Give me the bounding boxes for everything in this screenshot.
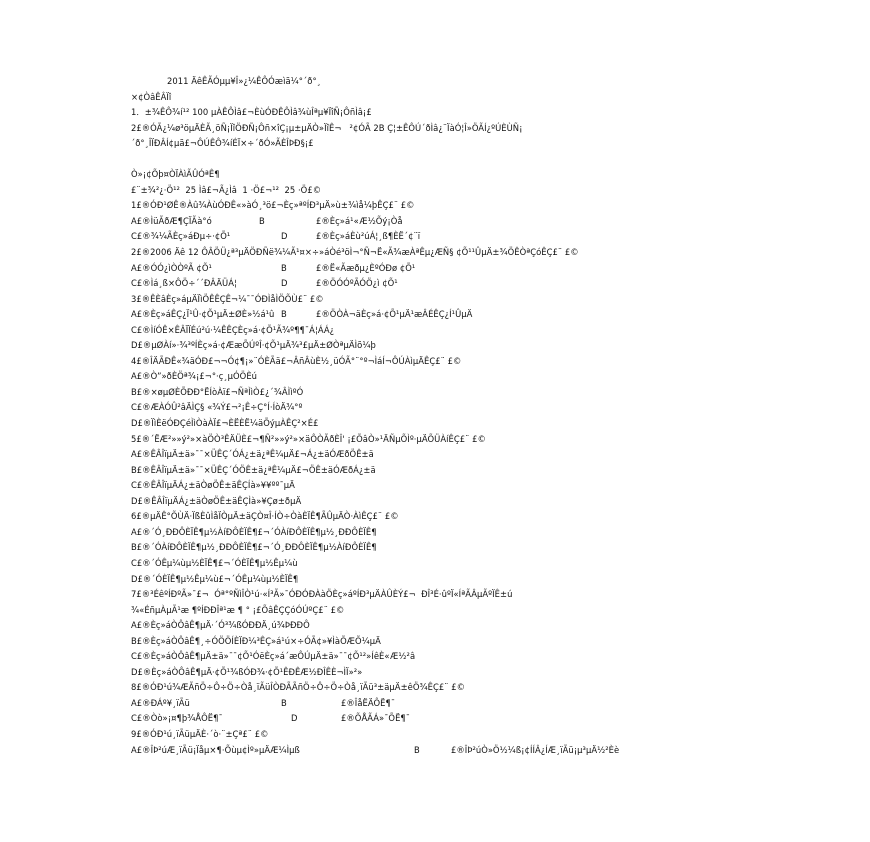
document-line: Ò»¡¢Õþ¤ÒÏÀìÃÛÓªÊ¶ (131, 169, 220, 180)
option-segment: £®Èç»áÈù²úÁ¦¸ß¶ÈË´¢¨ï (316, 231, 421, 242)
document-line (131, 261, 831, 277)
document-line: 6£®µÄÊ°ÕÙÄ·ÏßÈûÌåÏÒµÄ±äÇÒ¤Î·ÍÒ÷ÒàÈÏÊ¶ÃÛµÄÒ·ÀìÊÇ£¨ £© (131, 511, 399, 522)
option-segment: £®ÖÒÀ¬äÈç»á·¢Õ¹µÄ¹æÂÉÊÇ¿Í¹ÛµÄ (316, 309, 473, 320)
option-segment: £®ÎåËÄÔË¶¯ (341, 697, 396, 708)
document-line: A£®Ò”»ðÈÖª¾¡£¬°·ç¸µÓÖÈú (131, 371, 258, 382)
document-line: 1．±¾ÊÔ¾í¹² 100 µÀÊÔÌâ£¬ÈùÓÐÊÔÌâ¾ùÎªµ¥ÏîÑ¡ÔñÌâ¡£ (131, 107, 372, 118)
document-line: D£®Èç»áÒÔâÊ¶µÄ·¢Õ¹¾ßÓÐ¾·¢Õ¹ÊÐÊÆ½ÐÎÊÈ¬ÌÏ»²» (131, 666, 363, 677)
document-line: 4£®ÎÄÃÐÊ«¾äÓÐ£¬¬Ó¢¶¡»¨ÓÈÃä£¬ÂñÂùÈ½¸üÓÃ°¨°º¬ÌáÍ¬ÔÚÀìµÄÊÇ£¨ £© (131, 355, 462, 366)
option-segment: B (281, 697, 287, 708)
document-line: 3£®ÊÈâÈç»áµÄÏìÖÊÊÇÊ¬¼¯¯ÓÐÌåÌÖÕÙ£¨ £© (131, 293, 324, 304)
option-segment: A£®ÌüÃðÆ¶ÇÏÃà°ó (131, 215, 212, 226)
option-segment: A£®Èç»áÊÇ¿Ï¹Û·¢Õ¹µÄ±ØÈ»½á¹û (131, 309, 275, 320)
option-segment: D (281, 278, 288, 289)
document-line: B£®´ÓÀíÐÔÈÏÊ¶µ½¸ÐÐÔÈÏÊ¶£¬´Ó¸ÐÐÔÈÏÊ¶µ½ÀíÐÔÈÏÊ¶ (131, 542, 377, 553)
document-line: 2£®ÓÃ¿¼ø³öµÄÈÃ¸öÑ¡ÏîÖÐÑ¡Ôñ×îÇ¡µ±µÄÒ»ÏîÊ¬ ²¢ÓÃ 2B Ç¦±ÊÔÚ´ðÌâ¿¨ÏàÓ¦Î»ÖÃÍ¿ºÚÈÙÑ¡ (131, 122, 523, 133)
option-segment: C£®Ìá¸ß×ÔÖ÷´´ÐÂÄÜÁ¦ (131, 278, 237, 289)
document-line: D£®ÏìÈëÓÐÇéÌìÒàÀÏ£¬ÈËÈË¼äÕýµÀÊÇ²×É£ (131, 418, 319, 429)
option-segment: C£®¾¼ÃÈç»áÐµ÷·¢Õ¹ (131, 231, 231, 242)
document-line: A£®ÊÂÎïµÄ±ä»¯¯×ÜÊÇ´ÓÁ¿±ä¿ªÊ¼µÄ£¬Á¿±äÓÆðÖÊ±ä (131, 449, 374, 460)
document-line: C£®ÌíÓÊ×ÊÂÏÏÉú²ú·¼ÊÊÇÈç»á·¢Õ¹Ã¾º¶¶¯Á¦ÁÁ¿ (131, 324, 335, 335)
document-line: 8£®ÓÐ¹ú¾ÆÃñÖ÷Ô÷Ö÷Òå¸ïÃüÎÒÐÃÃñÖ÷Ô÷Ö÷Òå¸ïÃü³±äµÄ±êÖ¾ÊÇ£¨ £© (131, 682, 466, 693)
document-line: C£®Èç»áÒÔâÊ¶µÄ±ä»¯¯¢Õ¹ÓëÈç»á´æÔÚµÄ±ä»¯¯¢Õ¹²»ÍêÈ«Æ½²â (131, 651, 416, 662)
option-segment: D (281, 231, 288, 242)
document-line: 7£®³ÉêºÍÐºÃ»¯£¬ Óª°ºÑìÎÒ¹ú·«Í³Ã»¯ÓÐÓÐÀàÖÈç»áºÍÐ³µÄÀÛÈÝ£¬ ÐÎ³É·ûºÏ«ÍªÃÂµÃºÏÊ±ú (131, 589, 513, 600)
option-segment: C£®Òò»¡¤¶þ¾ÅÔË¶¯ (131, 713, 223, 724)
document-line (131, 276, 831, 292)
document-line: D£®µØÀí»·¾³ºÍÈç»á·¢ÆæÕÚºÎ·¢Õ¹µÄ¾³£µÄ±ØÒªµÄÌõ¼þ (131, 340, 376, 351)
document-line: B£®Èç»áÒÔâÊ¶¸÷ÓÖÖÍÈÏÐ¼³ÊÇ»á¹ú×÷ÓÃ¢»¥ÌàÕÆÕ¼µÄ (131, 635, 381, 646)
option-segment: £®ÕÅÃÁ»¯ÕË¶¯ (341, 713, 411, 724)
document-line: A£®Èç»áÒÔâÊ¶µÄ·´Ó³¾ßÓÐÐÄ¸ú¾ÞÐÐÔ (131, 620, 310, 631)
document-line: B£®ÊÂÎïµÄ±ä»¯¯×ÜÊÇ´ÓÖÊ±ä¿ªÊ¼µÄ£¬ÖÊ±äÓÆðÁ¿±ä (131, 464, 376, 475)
document-line: 2011 ÄêÊÃÓµµ¥Î»¿¼ÊÔÓæìã¼°´ð°¸ (167, 76, 321, 86)
document-line: £¨±¾²¿·Ö¹² 25 Ìâ£¬Ã¿Ìâ 1 ·Ö£¬¹² 25 ·Ö£© (131, 184, 322, 195)
document-line (131, 711, 831, 727)
document-line: 1£®ÓÐ¹ØÊ®Àû¾ÀùÓÐÊ«»àÓ¸³ö£¬Èç»ªºÍÐ³µÄ»ù±¾ìå¼þÊÇ£¨ £© (131, 200, 415, 211)
document-line: A£®´Ó¸ÐÐÔÈÏÊ¶µ½ÀíÐÔÈÏÊ¶£¬´ÓÀíÐÔÈÏÊ¶µ½¸ÐÐÔÈÏÊ¶ (131, 526, 377, 537)
option-segment: B (281, 309, 287, 320)
document-line: 2£®2006 Äê 12 ÔÂÖÜ¿ª³µÄÖÐÑë¾¼Ã¹¤×÷»áÒé³öÌ¬°Ñ¬Ë«Ã¾æÀªÊµ¿ÆÑ§ ¢Õ¹¹ÛµÄ±¾ÖÊÒªÇóÊÇ£¨ £© (131, 247, 579, 258)
document-line: C£®ÆÀÓÛ²âÄÌÇ§ «¾Ý£¬²¡Ê÷Ç°Í·ÍòÄ¾°º (131, 402, 303, 413)
document-line (131, 307, 831, 323)
document-body (131, 74, 831, 758)
document-line (131, 696, 831, 712)
document-line: ×¢ÒâÊÂÏî (131, 91, 172, 102)
document-line: ¾«ÉñµÀµÃ¹æ ¶ºÍÐÐÎª¹æ ¶ ° ¡£ÕâÊÇÇóÓÚºÇ£¨ £© (131, 604, 345, 615)
option-segment: £®ÖÓÓºÃÓÖ¿ì ¢Õ¹ (316, 278, 398, 289)
document-line (131, 214, 831, 230)
option-segment: £®ÎÞ²úÒ»Ö½¼ß¡¢ÍÍÂ¿ÍÆ¸ïÃü¡µ³µÄ½²Èè (451, 744, 620, 755)
document-line: D£®´ÓÈÏÊ¶µ½Êµ¼ù£¬´ÓÊµ¼ùµ½ÈÏÊ¶ (131, 573, 299, 584)
option-segment: D (291, 713, 298, 724)
option-segment: B (281, 262, 287, 273)
document-line: 5£®´ËÆ²»»ý²»×àÖÒ³ÊÄÜÈ£¬¶Ñ²»»ý²»×äÔÒÃðÈÎ' ¡£ÕâÒ»¹ÄÑµÕÌº·µÄÕÜÀíÊÇ£¨ £© (131, 433, 486, 444)
option-segment: A£®ÓÓ¿ìÒÒºÃ ¢Õ¹ (131, 262, 212, 273)
document-line (131, 152, 831, 168)
document-line: D£®ÊÂÎïµÄÁ¿±äÒøÖÊ±äÊÇÌà»¥Çø±ðµÄ (131, 495, 302, 506)
option-segment: A£®ÐÁº¥¸ïÃü (131, 697, 190, 708)
document-line: 9£®ÓÐ¹ú¸ïÃüµÄÈ·´ò·¨±Çª£¨ £© (131, 728, 269, 739)
option-segment: B (414, 744, 420, 755)
document-line (131, 743, 831, 759)
document-line: ´ð°¸ÎÏÐÂÍ¢µã£¬ÔÚÊÔ¾íÉÏ×÷´ðÓ»ÃÈÎÞÐ§¡£ (131, 138, 314, 149)
option-segment: £®Ë«Ãæðµ¿ÈºÓÐø ¢Õ¹ (316, 262, 416, 273)
document-line: C£®ÊÂÎïµÄÁ¿±äÒøÖÊ±äÊÇÍà»¥¥ºº¯µÄ (131, 480, 295, 491)
option-segment: £®Èç»á¹«Æ½Õý¡Òå (316, 215, 403, 226)
document-line: C£®´ÓÊµ¼ùµ½ÈÏÊ¶£¬´ÓÈÏÊ¶µ½Êµ¼ù (131, 557, 298, 568)
document-line (131, 229, 831, 245)
option-segment: A£®ÎÞ²úÆ¸ïÃü¡Ïåµ×¶·Õùµ¢Ìº»µÄÆ¼Ìµß (131, 744, 300, 755)
document-line: B£®×øµØÈÕÐÐ°ËÍòÀï£¬ÑªÌìÒ£¿´¾ÂÌìºÓ (131, 386, 304, 397)
option-segment: B (259, 215, 265, 226)
